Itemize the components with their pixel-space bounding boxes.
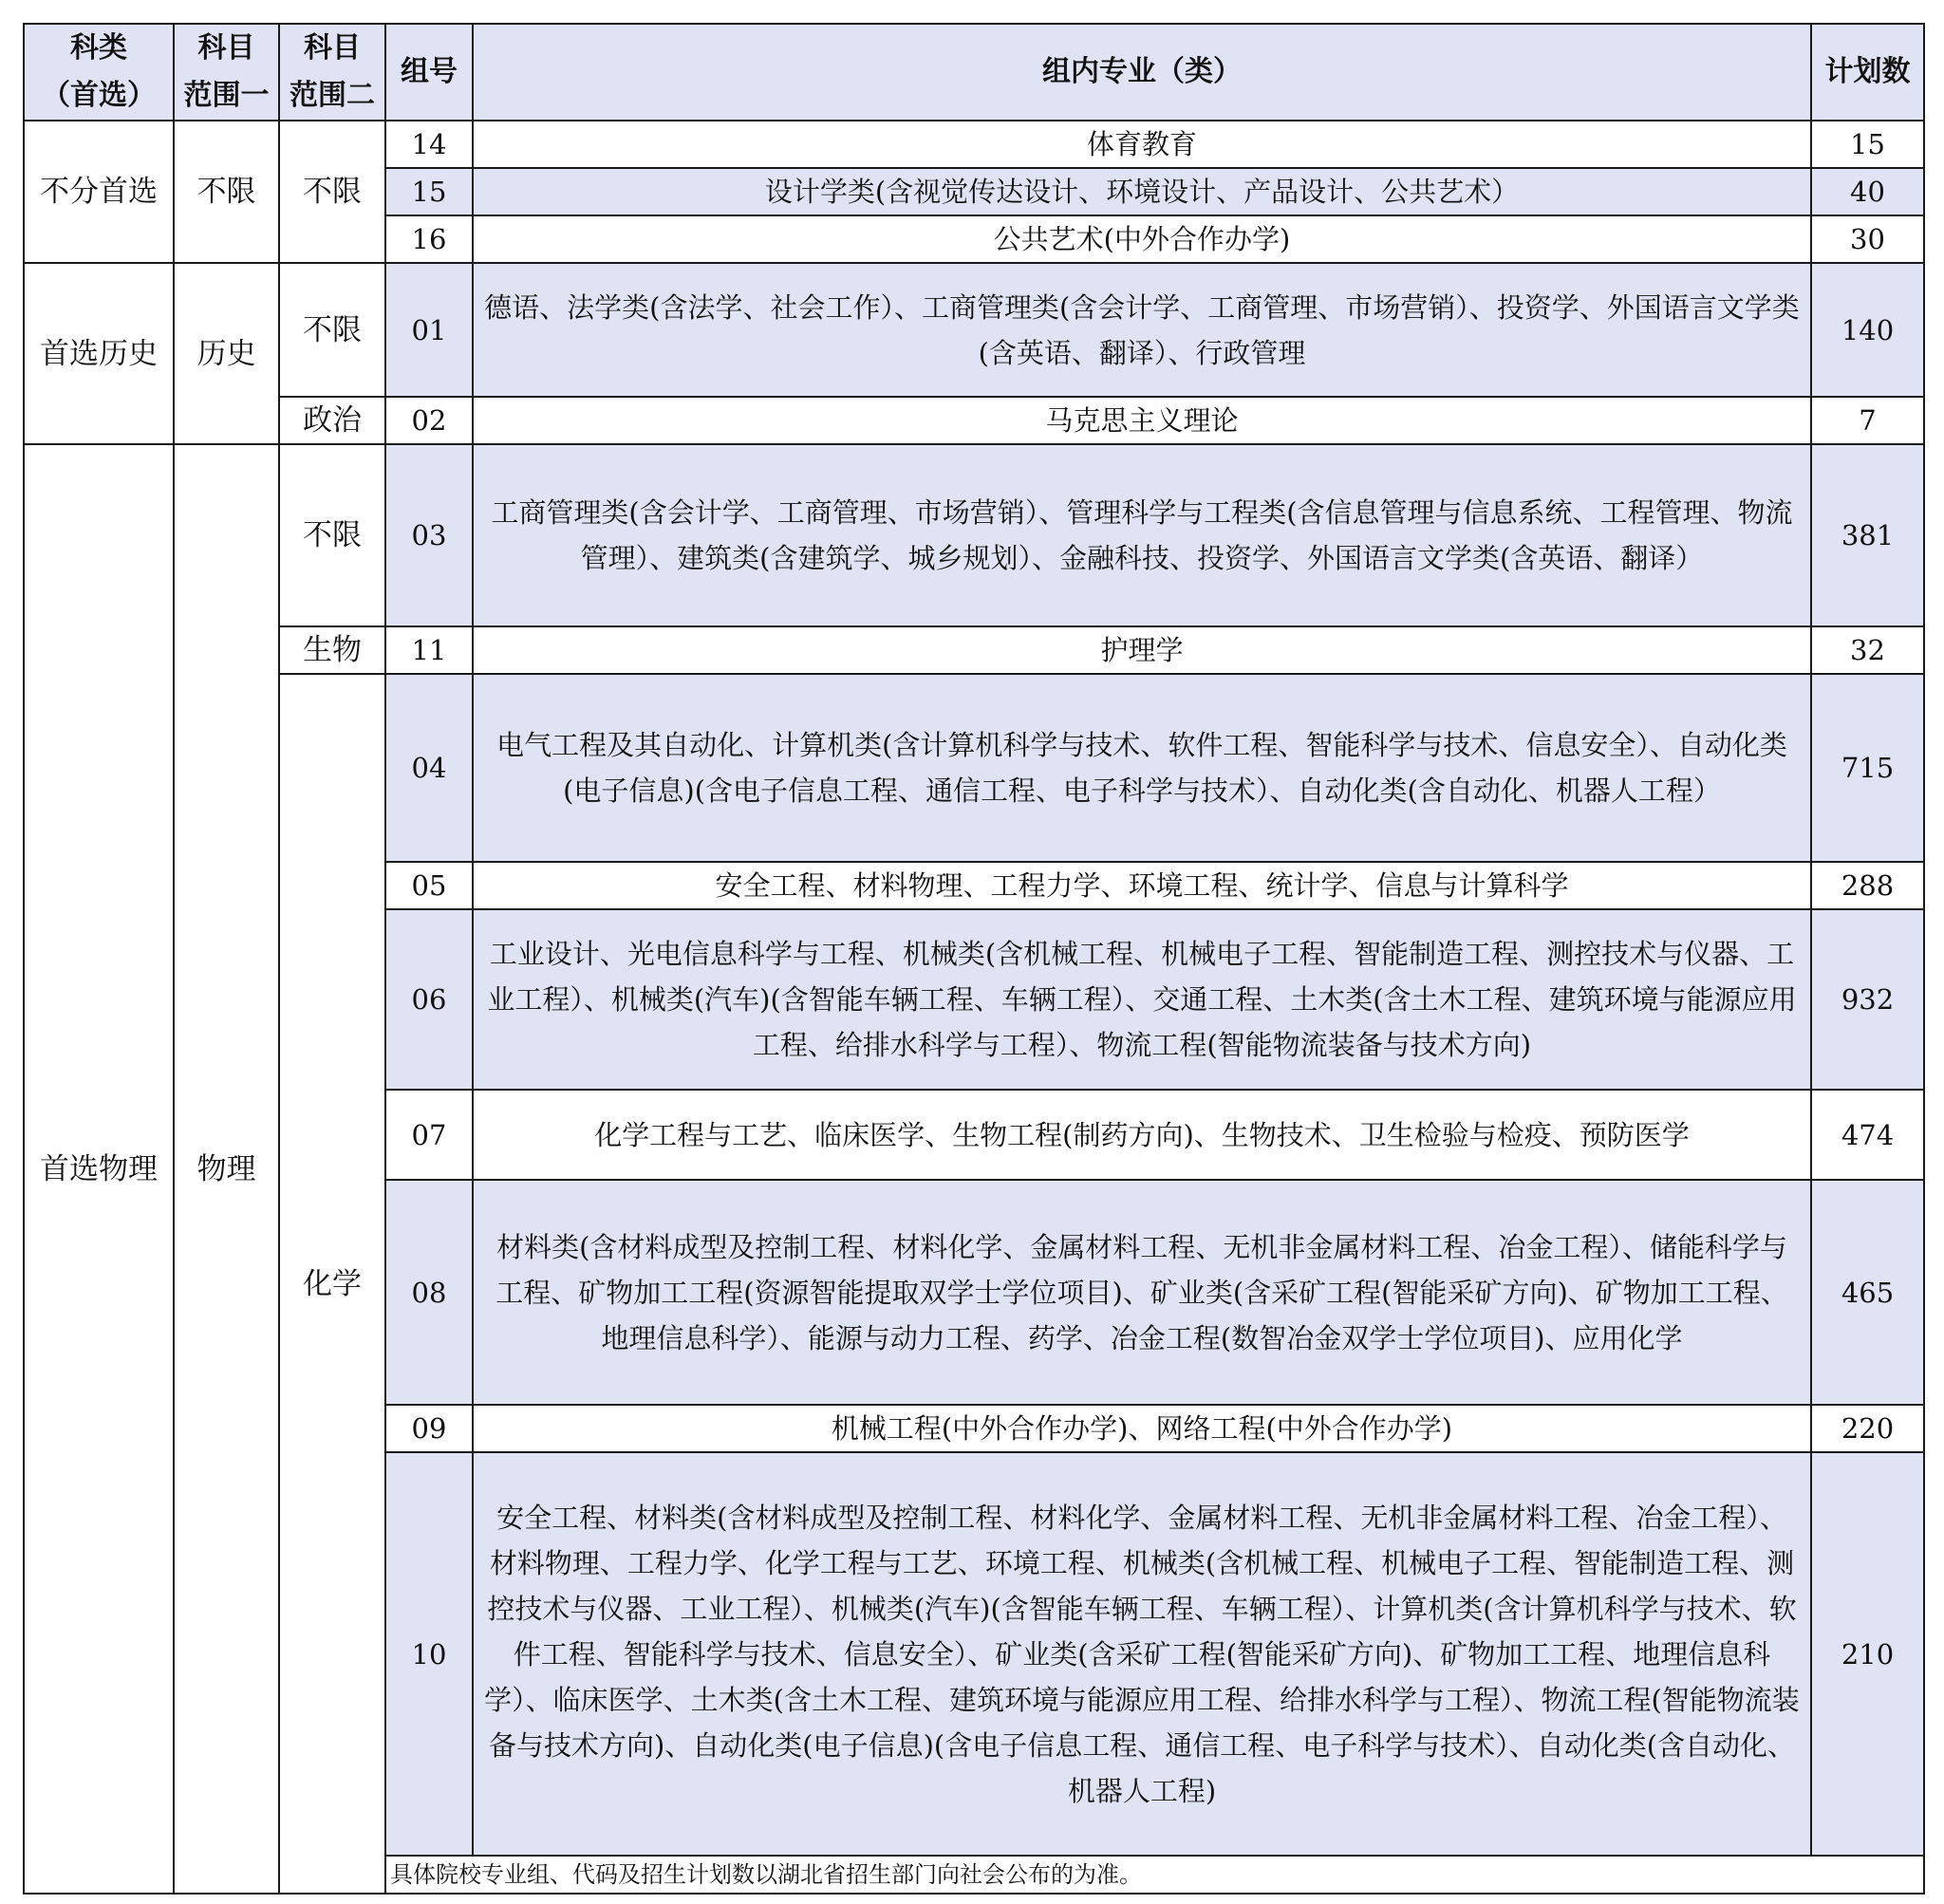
majors-cell: 安全工程、材料类(含材料成型及控制工程、材料化学、金属材料工程、无机非金属材料工程、冶金工程）、材料物理、工程力学、化学工程与工艺、环境工程、机械类(含机械工程、机械电子工程、智能制造工程、测控技术与仪器、工业工程）、机械类(汽车)(含智能车辆工程、车辆工程）、计算机类(含计算机科学与技术、软件工程、智能科学与技术、信息安全）、矿业类(含采矿工程(智能采矿方向)、矿物加工工程、地理信息科学）、临床医学、土木类(含土木工程、建筑环境与能源应用工程、给排水科学与工程）、物流工程(智能物流装备与技术方向)、自动化类(电子信息)(含电子信息工程、通信工程、电子科学与技术）、自动化类(含自动化、机器人工程) (473, 1452, 1811, 1856)
majors-cell: 护理学 (473, 626, 1811, 674)
plan-cell: 220 (1811, 1405, 1924, 1452)
majors-cell: 马克思主义理论 (473, 397, 1811, 444)
header-row (24, 24, 1924, 121)
majors-cell: 设计学类(含视觉传达设计、环境设计、产品设计、公共艺术） (473, 168, 1811, 215)
range1-cell: 不限 (174, 121, 279, 263)
table-row (24, 674, 1924, 862)
group-cell: 11 (385, 626, 473, 674)
majors-cell: 德语、法学类(含法学、社会工作）、工商管理类(含会计学、工商管理、市场营销）、投资学、外国语言文学类(含英语、翻译）、行政管理 (473, 263, 1811, 397)
range2-cell: 不限 (279, 444, 385, 626)
plan-cell: 474 (1811, 1090, 1924, 1180)
group-cell: 03 (385, 444, 473, 626)
header-range2: 科目 范围二 (279, 24, 385, 121)
header-majors: 组内专业（类） (473, 24, 1811, 121)
majors-cell: 电气工程及其自动化、计算机类(含计算机科学与技术、软件工程、智能科学与技术、信息安全）、自动化类(电子信息)(含电子信息工程、通信工程、电子科学与技术）、自动化类(含自动化、机器人工程） (473, 674, 1811, 862)
plan-cell: 715 (1811, 674, 1924, 862)
category-cell: 首选物理 (24, 444, 174, 1894)
table-row (24, 626, 1924, 674)
plan-cell: 140 (1811, 263, 1924, 397)
majors-cell: 公共艺术(中外合作办学) (473, 215, 1811, 263)
group-cell: 02 (385, 397, 473, 444)
group-cell: 07 (385, 1090, 473, 1180)
header-range1: 科目 范围一 (174, 24, 279, 121)
plan-cell: 288 (1811, 862, 1924, 909)
group-cell: 10 (385, 1452, 473, 1856)
plan-cell: 40 (1811, 168, 1924, 215)
header-group-no: 组号 (385, 24, 473, 121)
admission-plan-table (23, 23, 1925, 1895)
majors-cell: 体育教育 (473, 121, 1811, 168)
majors-cell: 安全工程、材料物理、工程力学、环境工程、统计学、信息与计算科学 (473, 862, 1811, 909)
group-cell: 09 (385, 1405, 473, 1452)
majors-cell: 化学工程与工艺、临床医学、生物工程(制药方向)、生物技术、卫生检验与检疫、预防医学 (473, 1090, 1811, 1180)
footnote: 具体院校专业组、代码及招生计划数以湖北省招生部门向社会公布的为准。 (385, 1856, 1924, 1894)
majors-cell: 机械工程(中外合作办学)、网络工程(中外合作办学) (473, 1405, 1811, 1452)
plan-cell: 32 (1811, 626, 1924, 674)
range2-cell: 生物 (279, 626, 385, 674)
range1-cell: 历史 (174, 263, 279, 444)
range2-cell: 化学 (279, 674, 385, 1894)
range2-cell: 不限 (279, 263, 385, 397)
table-row (24, 397, 1924, 444)
plan-cell: 932 (1811, 909, 1924, 1090)
range2-cell: 不限 (279, 121, 385, 263)
plan-cell: 210 (1811, 1452, 1924, 1856)
table-row (24, 263, 1924, 397)
group-cell: 14 (385, 121, 473, 168)
plan-cell: 381 (1811, 444, 1924, 626)
group-cell: 08 (385, 1180, 473, 1405)
plan-cell: 465 (1811, 1180, 1924, 1405)
range1-cell: 物理 (174, 444, 279, 1894)
range2-cell: 政治 (279, 397, 385, 444)
majors-cell: 工业设计、光电信息科学与工程、机械类(含机械工程、机械电子工程、智能制造工程、测控技术与仪器、工业工程）、机械类(汽车)(含智能车辆工程、车辆工程）、交通工程、土木类(含土木工程、建筑环境与能源应用工程、给排水科学与工程）、物流工程(智能物流装备与技术方向) (473, 909, 1811, 1090)
plan-cell: 30 (1811, 215, 1924, 263)
group-cell: 01 (385, 263, 473, 397)
group-cell: 06 (385, 909, 473, 1090)
header-category: 科类 （首选） (24, 24, 174, 121)
category-cell: 不分首选 (24, 121, 174, 263)
table-row (24, 444, 1924, 626)
group-cell: 05 (385, 862, 473, 909)
group-cell: 15 (385, 168, 473, 215)
category-cell: 首选历史 (24, 263, 174, 444)
header-plan: 计划数 (1811, 24, 1924, 121)
plan-cell: 15 (1811, 121, 1924, 168)
plan-cell: 7 (1811, 397, 1924, 444)
majors-cell: 工商管理类(含会计学、工商管理、市场营销）、管理科学与工程类(含信息管理与信息系统、工程管理、物流管理）、建筑类(含建筑学、城乡规划）、金融科技、投资学、外国语言文学类(含英语、翻译） (473, 444, 1811, 626)
table-row (24, 121, 1924, 168)
majors-cell: 材料类(含材料成型及控制工程、材料化学、金属材料工程、无机非金属材料工程、冶金工程）、储能科学与工程、矿物加工工程(资源智能提取双学士学位项目)、矿业类(含采矿工程(智能采矿方向)、矿物加工工程、地理信息科学）、能源与动力工程、药学、冶金工程(数智冶金双学士学位项目)、应用化学 (473, 1180, 1811, 1405)
group-cell: 04 (385, 674, 473, 862)
group-cell: 16 (385, 215, 473, 263)
